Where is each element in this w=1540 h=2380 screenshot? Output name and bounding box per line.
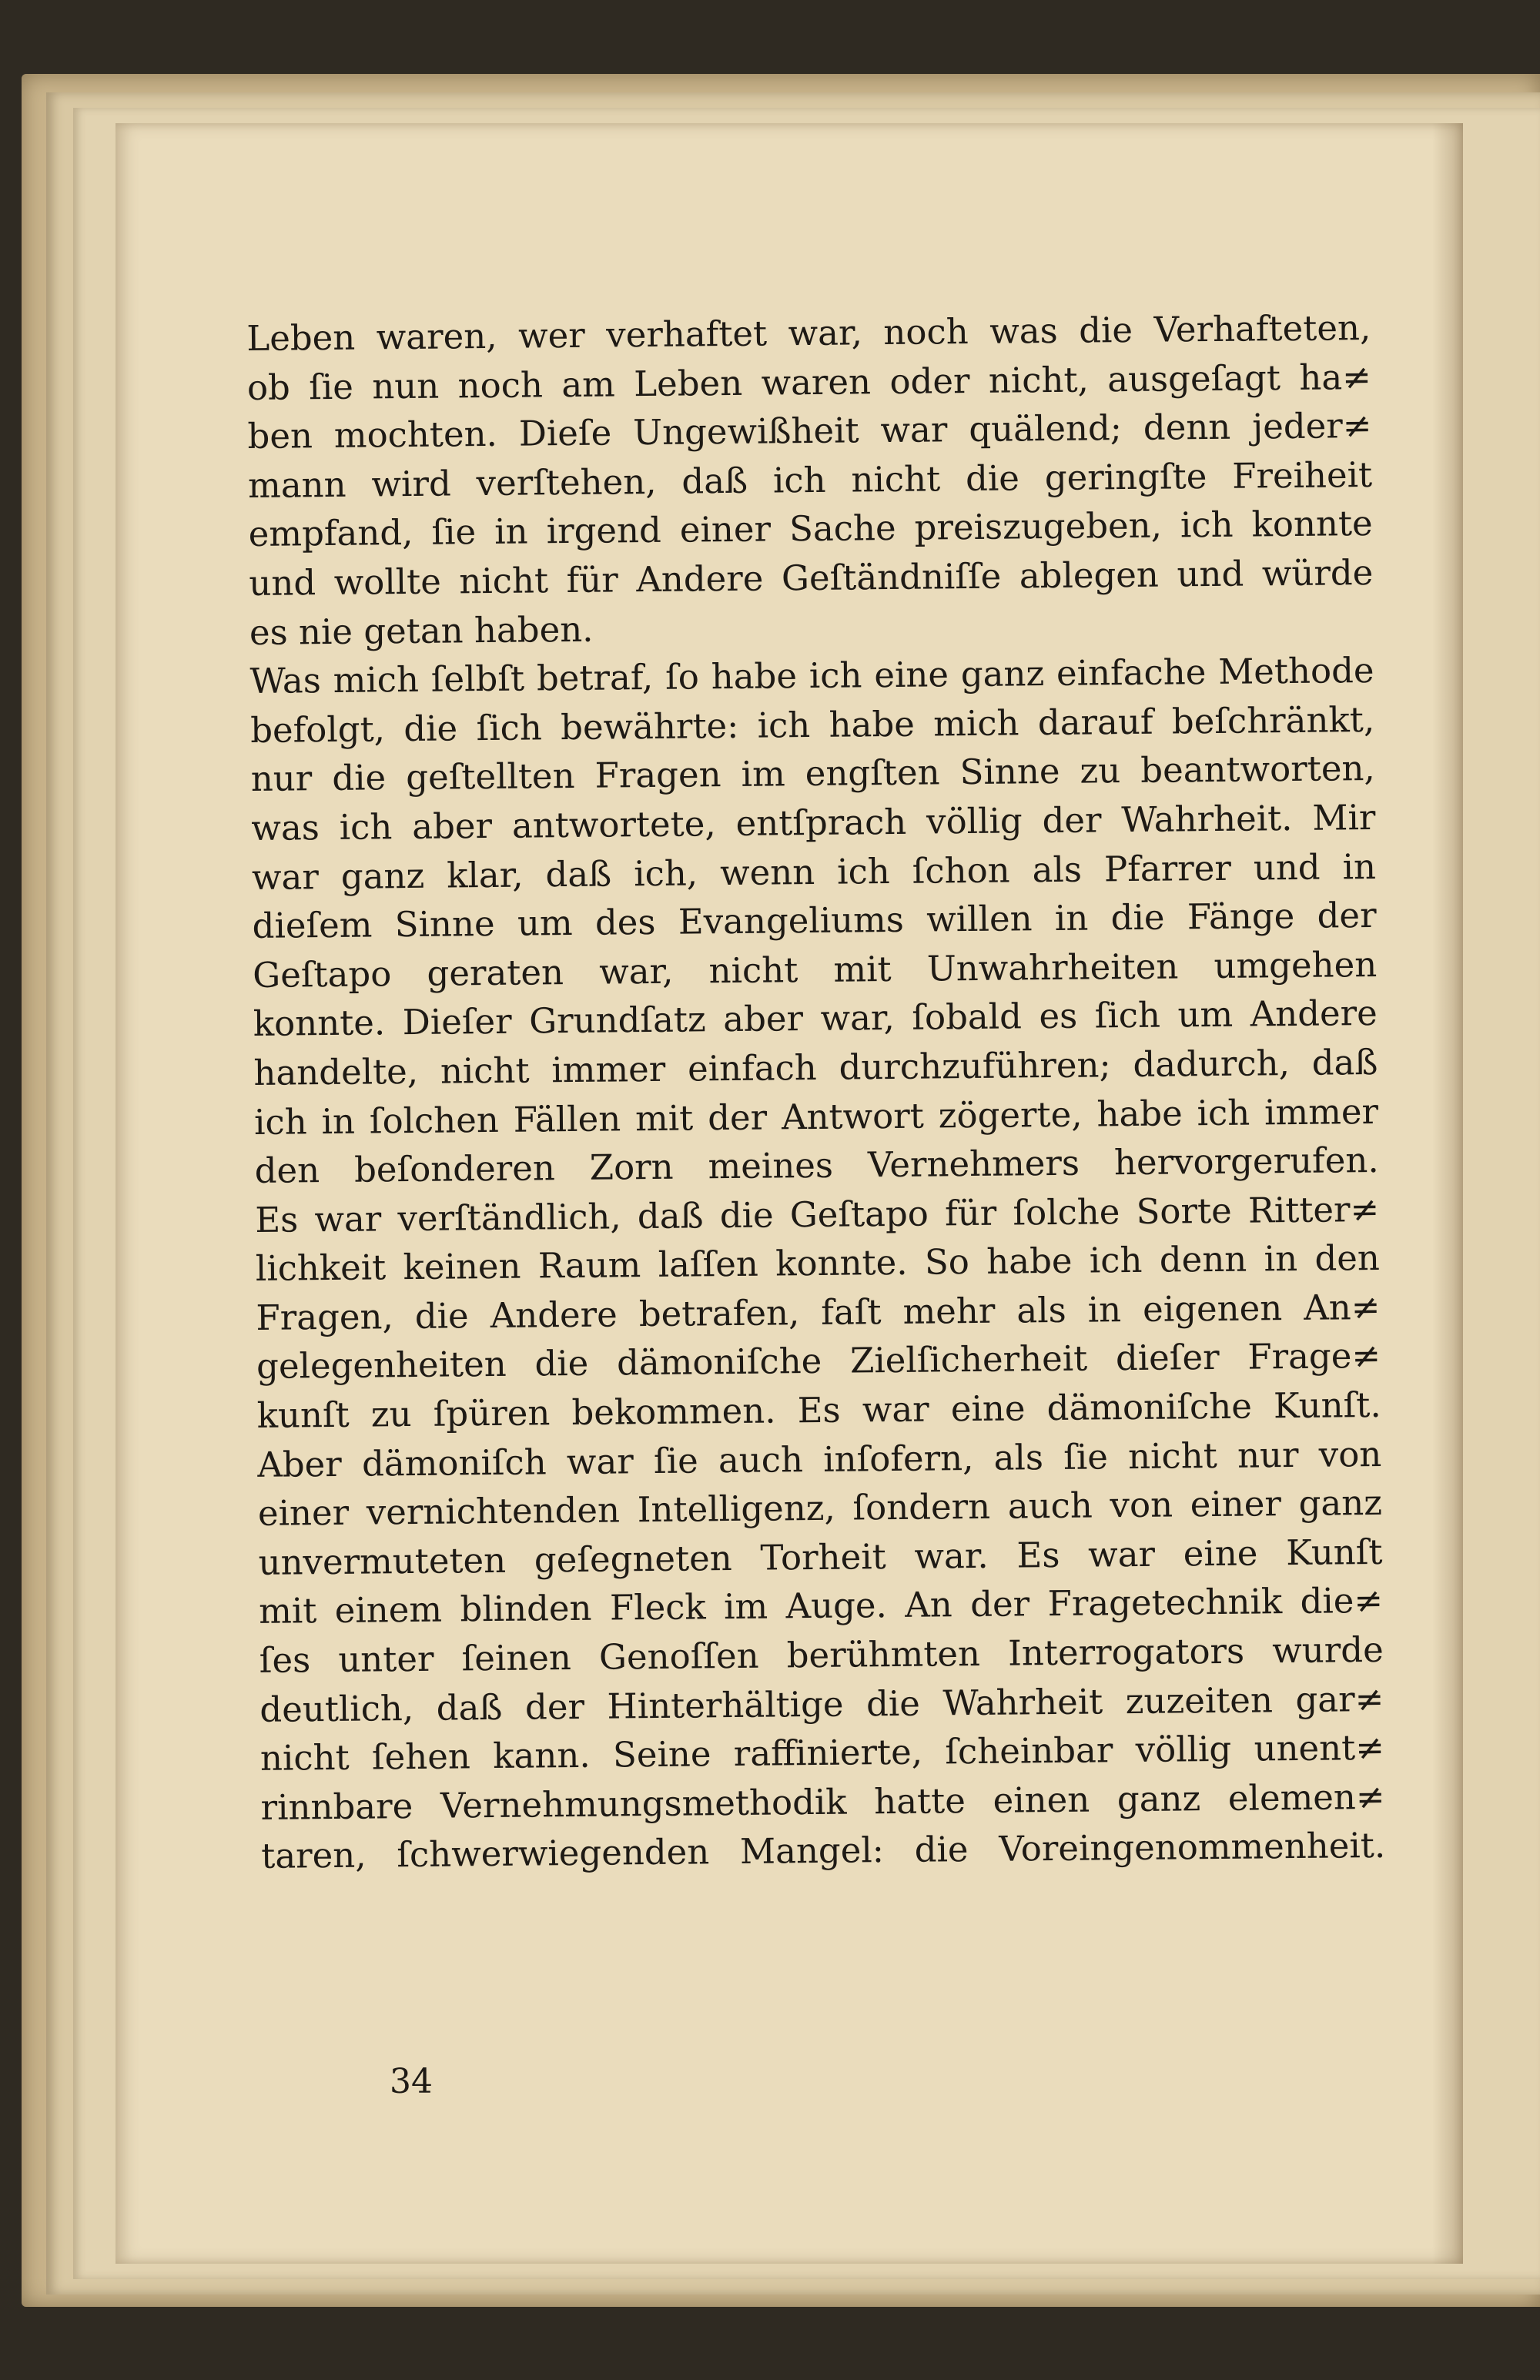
text-line: Was mich ſelbſt betraf, ſo habe ich eine ganz einfache Methode bbox=[249, 650, 1374, 702]
text-line: mann wird verſtehen, daß ich nicht die geringſte Freiheit bbox=[247, 454, 1373, 506]
text-line: war ganz klar, daß ich, wenn ich ſchon als Pfarrer und in bbox=[251, 845, 1377, 898]
text-line: ben mochten. Dieſe Ungewißheit war quälend; denn jeder≠ bbox=[247, 405, 1372, 457]
text-line: mit einem blinden Fleck im Auge. An der Fragetechnik die≠ bbox=[258, 1580, 1384, 1632]
text-line: es nie getan haben. bbox=[249, 608, 594, 653]
text-line: ich in ſolchen Fällen mit der Antwort zögerte, habe ich immer bbox=[253, 1090, 1379, 1143]
text-line: einer vernichtenden Intelligenz, ſondern auch von einer ganz bbox=[257, 1482, 1383, 1535]
text-line: kunſt zu ſpüren bekommen. Es war eine dämoniſche Kunſt. bbox=[256, 1384, 1381, 1436]
text-line: den beſonderen Zorn meines Vernehmers hervorgerufen. bbox=[254, 1140, 1379, 1192]
body-text bbox=[246, 303, 1385, 1881]
text-line: handelte, nicht immer einfach durchzuführen; dadurch, daß bbox=[253, 1041, 1378, 1093]
text-line: befolgt, die ſich bewährte: ich habe mich darauf beſchränkt, bbox=[249, 698, 1375, 751]
text-line: Fragen, die Andere betrafen, faſt mehr als in eigenen An≠ bbox=[256, 1286, 1381, 1338]
spine-shadow bbox=[1432, 123, 1463, 2264]
text-line: lichkeit keinen Raum laſſen konnte. So habe ich denn in den bbox=[255, 1237, 1381, 1290]
text-line: rinnbare Vernehmungsmethodik hatte einen ganz elemen≠ bbox=[260, 1776, 1385, 1828]
text-line: und wollte nicht für Andere Geſtändniſſe ablegen und würde bbox=[249, 551, 1374, 604]
text-line: Leben waren, wer verhaftet war, noch was die Verhafteten, bbox=[246, 306, 1371, 359]
text-line: konnte. Dieſer Grundſatz aber war, ſobald es ſich um Andere bbox=[253, 993, 1378, 1045]
text-line: ob ſie nun noch am Leben waren oder nicht, ausgeſagt ha≠ bbox=[246, 356, 1372, 408]
text-line: was ich aber antwortete, entſprach völlig der Wahrheit. Mir bbox=[251, 796, 1376, 849]
text-line: gelegenheiten die dämoniſche Zielſicherheit dieſer Frage≠ bbox=[256, 1335, 1381, 1387]
page-number: 34 bbox=[390, 2062, 433, 2101]
text-line: empfand, ſie in irgend einer Sache preiszugeben, ich konnte bbox=[248, 503, 1373, 555]
text-line: dieſem Sinne um des Evangeliums willen in die Fänge der bbox=[252, 895, 1377, 947]
text-line: nicht ſehen kann. Seine raffinierte, ſcheinbar völlig unent≠ bbox=[259, 1727, 1385, 1779]
text-line: unvermuteten geſegneten Torheit war. Es war eine Kunſt bbox=[258, 1531, 1383, 1583]
text-line: taren, ſchwerwiegenden Mangel: die Voreingenommenheit. bbox=[260, 1825, 1386, 1877]
text-line: nur die geſtellten Fragen im engſten Sinne zu beantworten, bbox=[250, 748, 1375, 800]
text-line: ſes unter ſeinen Genoſſen berühmten Interrogators wurde bbox=[259, 1629, 1384, 1681]
text-line: deutlich, daß der Hinterhältige die Wahrheit zuzeiten gar≠ bbox=[259, 1678, 1384, 1730]
text-line: Es war verſtändlich, daß die Geſtapo für ſolche Sorte Ritter≠ bbox=[255, 1188, 1380, 1240]
text-line: Aber dämoniſch war ſie auch inſofern, als ſie nicht nur von bbox=[257, 1433, 1382, 1485]
text-line: Geſtapo geraten war, nicht mit Unwahrheiten umgehen bbox=[252, 943, 1378, 996]
